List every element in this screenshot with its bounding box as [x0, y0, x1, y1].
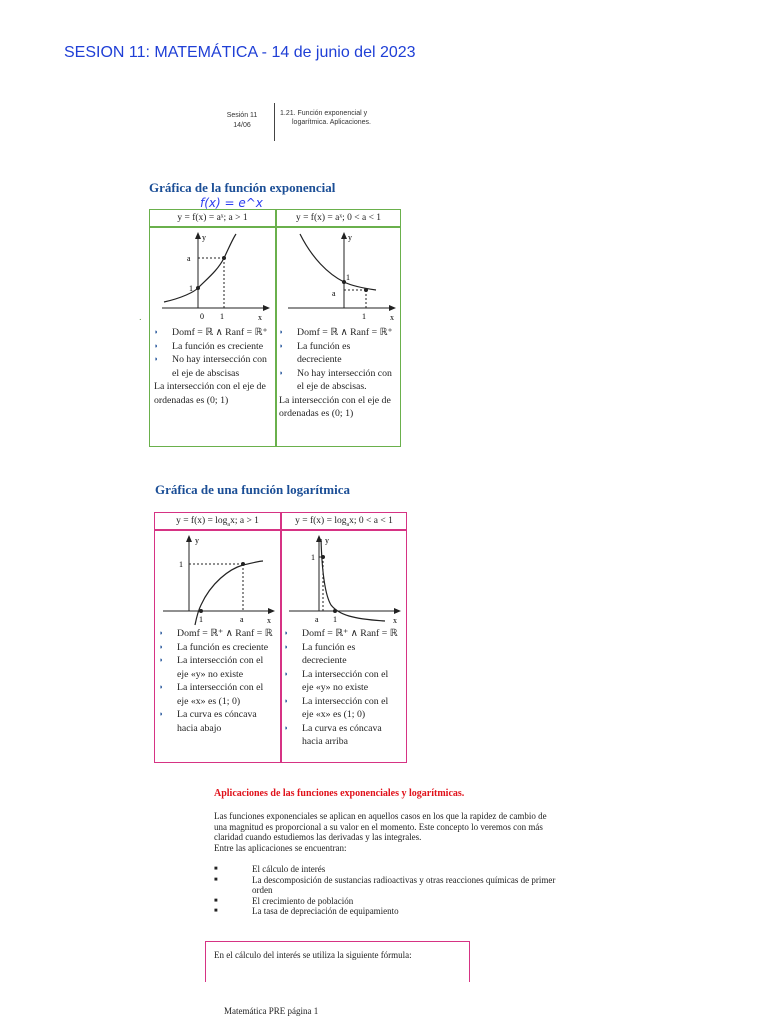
list-item: ◗ La intersección con el eje «y» no existe	[284, 668, 389, 693]
formula-intro: En el cálculo del interés se utiliza la siguiente fórmula:	[214, 950, 412, 960]
session-date: 14/06	[233, 122, 251, 129]
list-item: ◗ Domf = ℝ⁺ ∧ Ranf = ℝ	[159, 628, 273, 639]
list-item: ◗ No hay intersección con el eje de abscisas.	[279, 367, 392, 392]
list-item: ◗ La intersección con el eje «x» es (1; 0)	[159, 682, 264, 707]
exp-decay-graph	[280, 230, 398, 326]
handwritten-formula: f(x) = e^x	[200, 196, 263, 210]
exp-left-header: y = f(x) = aˣ; a > 1	[177, 213, 248, 223]
label-one-y: 1	[311, 553, 315, 562]
label-one: 1	[346, 273, 350, 282]
applications-intro: Entre las aplicaciones se encuentran:	[214, 842, 347, 853]
page-title: SESION 11: MATEMÁTICA - 14 de junio del 2023	[64, 44, 416, 61]
logarithmic-section-title: Gráfica de una función logarítmica	[155, 482, 350, 497]
list-item: ◗ La curva es cóncava hacia abajo	[159, 709, 257, 734]
label-x1: 1	[362, 312, 366, 321]
log-left-properties	[159, 627, 277, 735]
square-bullet-icon: ■	[214, 908, 218, 914]
list-item: ◗ No hay intersección con el eje de abscisas	[154, 354, 267, 379]
bullet-icon: ◗	[279, 328, 284, 336]
bullet-icon: ◗	[284, 723, 289, 732]
list-item: ◗ La función es decreciente	[284, 641, 356, 666]
bullet-icon: ◗	[159, 642, 164, 651]
label-one-x: 1	[199, 615, 203, 624]
label-y: y	[325, 536, 329, 545]
log-decay-curve	[321, 539, 385, 621]
label-x: x	[258, 313, 262, 322]
list-item: ◗ Domf = ℝ ∧ Ranf = ℝ⁺	[279, 327, 393, 338]
point-one	[199, 609, 203, 613]
log-right-properties	[284, 627, 402, 749]
square-bullet-icon: ■	[214, 876, 218, 883]
exp-left-note: La intersección con el eje de ordenadas es (0; 1)	[154, 381, 266, 406]
bullet-icon: ◗	[159, 629, 164, 637]
label-x: x	[267, 616, 271, 625]
list-item: ◗ Domf = ℝ⁺ ∧ Ranf = ℝ	[284, 628, 398, 639]
point-a	[364, 288, 368, 292]
stray-dot: .	[139, 313, 142, 322]
session-number	[222, 111, 262, 131]
table-column-rule	[280, 513, 282, 762]
x-axis-arrow	[268, 608, 275, 614]
exp-curve	[164, 234, 236, 302]
bullet-icon: ◗	[154, 341, 159, 350]
bullet-icon: ◗	[284, 669, 289, 678]
y-axis-arrow	[186, 535, 192, 542]
applications-paragraph: Las funciones exponenciales se aplican en aquellos casos en los que la rapidez de cambio de una magnitud es proporcional a su valor en el momento. Este concepto lo veremos con más claridad cuando estudiemos las derivadas y las integrales.	[214, 811, 547, 842]
bullet-icon: ◗	[284, 642, 289, 651]
point-a	[222, 256, 226, 260]
bullet-icon: ◗	[154, 328, 159, 336]
list-item: ■ La descomposición de sustancias radioactivas y otras reacciones químicas de primer orden	[214, 874, 556, 895]
label-x: x	[390, 313, 394, 322]
point-one	[196, 286, 200, 290]
bullet-icon: ◗	[159, 656, 164, 664]
label-a: a	[187, 254, 191, 263]
session-topic-line2: logarítmica. Aplicaciones.	[292, 119, 371, 126]
exp-left-properties	[154, 326, 272, 407]
bullet-icon: ◗	[154, 355, 159, 363]
list-item: ◗ La curva es cóncava hacia arriba	[284, 722, 382, 747]
log-decay-graph	[285, 533, 403, 627]
label-one-x: 1	[333, 615, 337, 624]
list-item: ◗ La función es decreciente	[279, 340, 351, 365]
exp-decay-curve	[300, 234, 376, 290]
label-a: a	[332, 289, 336, 298]
applications-body	[214, 811, 559, 853]
session-topic	[280, 109, 392, 127]
applications-title: Aplicaciones de las funciones exponenciales y logarítmicas.	[214, 788, 465, 799]
exp-growth-graph	[154, 230, 272, 326]
bullet-icon: ◗	[284, 629, 289, 637]
square-bullet-icon: ■	[214, 897, 218, 904]
session-topic-line1: 1.21. Función exponencial y	[280, 110, 368, 117]
page-footer: Matemática PRE página 1	[224, 1006, 319, 1016]
list-item: ◗ Domf = ℝ ∧ Ranf = ℝ⁺	[154, 327, 268, 338]
bullet-icon: ◗	[279, 368, 284, 377]
session-divider	[274, 103, 275, 141]
log-left-header: $y = f(x) = \log_ax$; a > 1	[176, 516, 259, 528]
list-item: ◗ La intersección con el eje «y» no existe	[159, 655, 264, 680]
label-y: y	[195, 536, 199, 545]
list-item: ◗ La función es creciente	[159, 641, 269, 653]
table-column-rule	[275, 210, 277, 446]
list-item: ■ El cálculo de interés	[214, 864, 326, 874]
log-right-header: $y = f(x) = \log_ax$; 0 < a < 1	[295, 516, 393, 528]
label-one: 1	[189, 284, 193, 293]
list-item: ■ El crecimiento de población	[214, 895, 354, 906]
list-item: ◗ La función es creciente	[154, 340, 264, 352]
point-a	[321, 555, 325, 559]
x-axis-arrow	[389, 305, 396, 311]
exp-right-properties	[279, 326, 397, 421]
logarithmic-table	[154, 512, 407, 763]
list-item: ■ La tasa de depreciación de equipamiento	[214, 906, 399, 916]
exponential-section-title: Gráfica de la función exponencial	[149, 180, 336, 195]
label-x: x	[393, 616, 397, 625]
label-one-y: 1	[179, 560, 183, 569]
label-origin: 0	[200, 312, 204, 321]
label-a: a	[315, 615, 319, 624]
session-header	[222, 103, 392, 143]
formula-box	[205, 941, 470, 982]
x-axis-arrow	[394, 608, 401, 614]
y-axis-arrow	[341, 232, 347, 239]
exponential-table	[149, 209, 401, 447]
label-y: y	[202, 233, 206, 242]
label-x1: 1	[220, 312, 224, 321]
label-y: y	[348, 233, 352, 242]
exp-right-note: La intersección con el eje de ordenadas es (0; 1)	[279, 394, 391, 419]
list-item: ◗ La intersección con el eje «x» es (1; 0)	[284, 695, 389, 720]
applications-list	[214, 864, 559, 917]
session-label: Sesión 11	[226, 112, 258, 119]
bullet-icon: ◗	[159, 710, 164, 718]
exp-right-header: y = f(x) = aˣ; 0 < a < 1	[295, 213, 382, 223]
y-axis-arrow	[195, 232, 201, 239]
log-growth-graph	[159, 533, 277, 627]
label-a: a	[240, 615, 244, 624]
bullet-icon: ◗	[279, 341, 284, 350]
point-a	[241, 562, 245, 566]
log-curve	[195, 561, 263, 625]
x-axis-arrow	[263, 305, 270, 311]
point-one	[333, 609, 337, 613]
bullet-icon: ◗	[284, 696, 289, 705]
square-bullet-icon: ■	[214, 866, 218, 872]
bullet-icon: ◗	[159, 683, 164, 691]
